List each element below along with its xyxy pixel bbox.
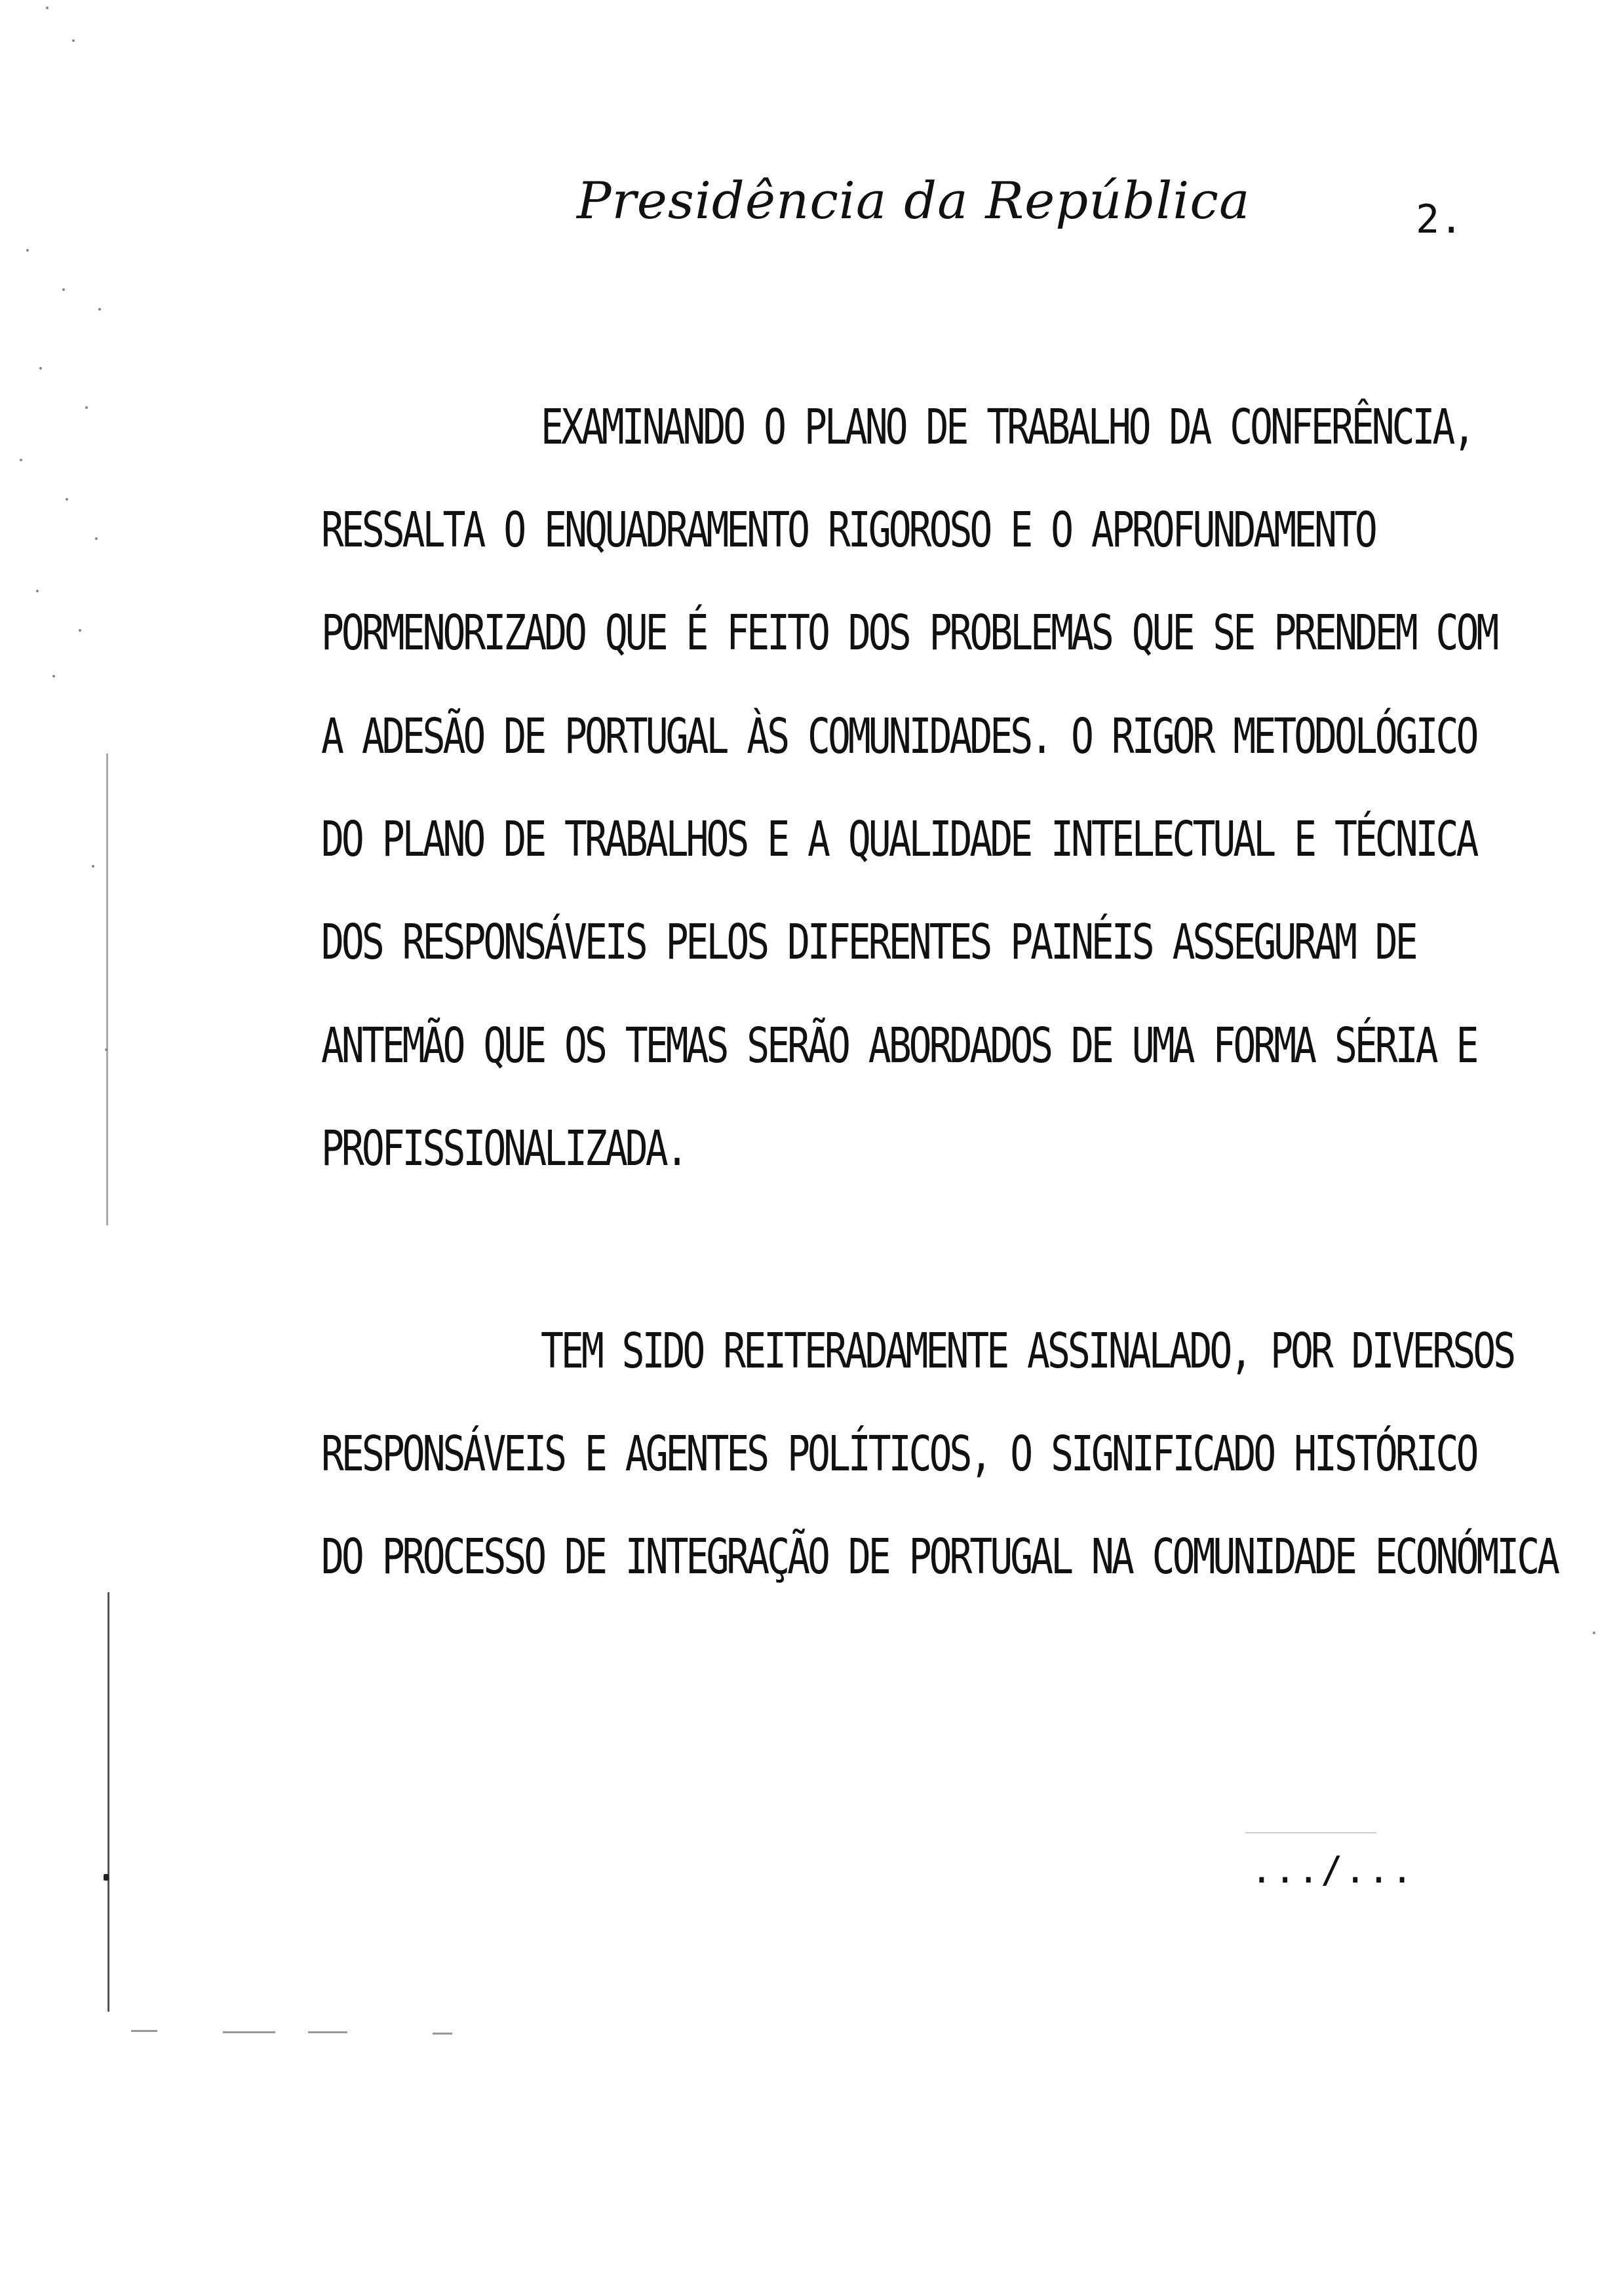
scan-dash — [131, 2030, 157, 2032]
scan-speck — [39, 367, 42, 370]
page-number: 2. — [1416, 197, 1464, 242]
scan-speck — [20, 459, 22, 461]
scan-speck — [1593, 1632, 1595, 1634]
paragraph-line: PROFISSIONALIZADA. — [321, 1120, 686, 1177]
paragraph-line: EXAMINANDO O PLANO DE TRABALHO DA CONFERÊNCIA, — [541, 398, 1473, 456]
scan-dash — [1245, 1832, 1376, 1833]
paragraph-line: RESSALTA O ENQUADRAMENTO RIGOROSO E O APROFUNDAMENTO — [321, 501, 1375, 559]
scan-speck — [104, 1874, 109, 1881]
paragraph-line: ANTEMÃO QUE OS TEMAS SERÃO ABORDADOS DE UMA FORMA SÉRIA E — [321, 1017, 1477, 1075]
scan-speck — [85, 406, 88, 409]
scan-speck — [46, 7, 49, 9]
scan-speck — [98, 308, 101, 311]
continuation-mark: .../... — [1251, 1849, 1415, 1892]
scan-speck — [66, 498, 68, 501]
scan-speck — [36, 590, 39, 592]
paragraph-line: DO PROCESSO DE INTEGRAÇÃO DE PORTUGAL NA COMUNIDADE ECONÓMICA — [321, 1528, 1558, 1586]
scan-speck — [62, 288, 65, 291]
scan-speck — [79, 629, 81, 632]
scan-speck — [95, 537, 98, 540]
paragraph-line: DOS RESPONSÁVEIS PELOS DIFERENTES PAINÉIS ASSEGURAM DE — [321, 913, 1416, 971]
scan-speck — [92, 865, 94, 868]
paragraph-line: PORMENORIZADO QUE É FEITO DOS PROBLEMAS QUE SE PRENDEM COM — [321, 604, 1497, 662]
paragraph-line: A ADESÃO DE PORTUGAL ÀS COMUNIDADES. O RIGOR METODOLÓGICO — [321, 708, 1477, 765]
scan-speck — [26, 249, 29, 252]
scan-speck — [72, 39, 75, 42]
paragraph-line: RESPONSÁVEIS E AGENTES POLÍTICOS, O SIGNIFICADO HISTÓRICO — [321, 1425, 1477, 1483]
paragraph-line: TEM SIDO REITERADAMENTE ASSINALADO, POR DIVERSOS — [541, 1322, 1514, 1380]
scan-speck — [52, 675, 55, 678]
scan-speck — [105, 1048, 107, 1051]
scan-dash — [308, 2031, 347, 2033]
scan-dash — [433, 2033, 452, 2035]
scan-dash — [223, 2031, 275, 2033]
scan-margin-line — [106, 754, 108, 1225]
paragraph-line: DO PLANO DE TRABALHOS E A QUALIDADE INTELECTUAL E TÉCNICA — [321, 811, 1477, 868]
scan-margin-line — [107, 1592, 109, 2012]
letterhead: Presidência da República — [577, 172, 1251, 231]
